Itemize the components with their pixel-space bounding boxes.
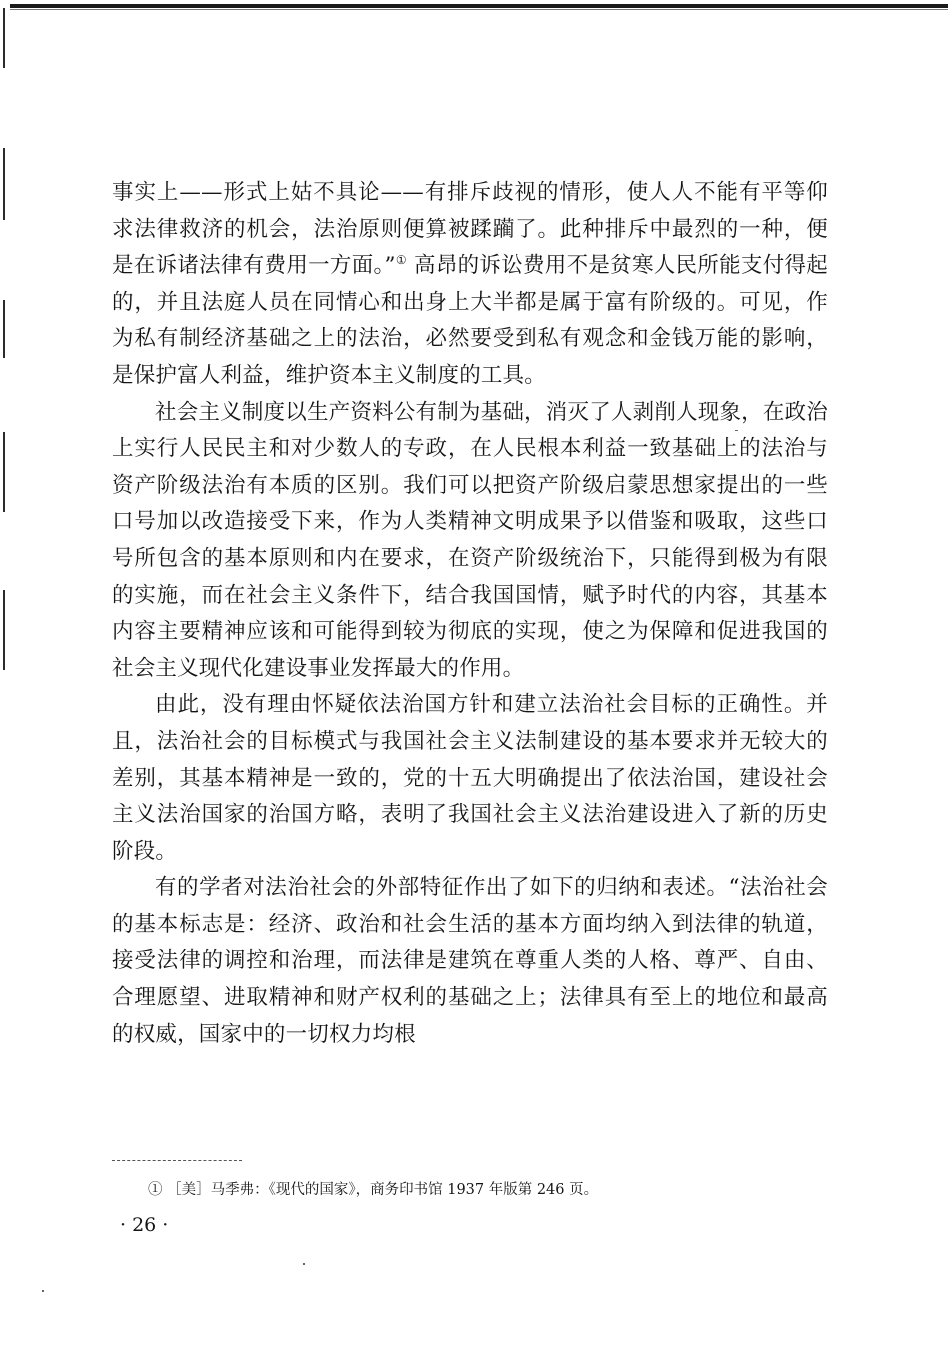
paragraph-1 <box>112 175 828 395</box>
top-border-rule <box>10 4 948 8</box>
left-edge-mark <box>3 590 5 670</box>
page-number: · 26 · <box>120 1214 169 1236</box>
footnote-separator <box>112 1160 242 1161</box>
paragraph-text: 高昂的诉讼费用不是贫寒人民所能支付得起的，并且法庭人员在同情心和出身上大半都是属于富有阶级的。可见，作为私有制经济基础之上的法治，必然要受到私有观念和金钱万能的影响，是保护富人利益，维护资本主义制度的工具。 <box>112 253 828 388</box>
footnote-reference[interactable]: ① <box>395 253 407 268</box>
scan-speck <box>303 1263 305 1265</box>
left-edge-mark <box>3 8 5 68</box>
top-border-rule-thin <box>10 9 948 10</box>
left-edge-mark <box>3 432 5 512</box>
paragraph-2: 社会主义制度以生产资料公有制为基础，消灭了人剥削人现象，在政治上实行人民民主和对少数人的专政，在人民根本利益一致基础上的法治与资产阶级法治有本质的区别。我们可以把资产阶级启蒙思想家提出的一些口号加以改造接受下来，作为人类精神文明成果予以借鉴和吸取，这些口号所包含的基本原则和内在要求，在资产阶级统治下，只能得到极为有限的实施，而在社会主义条件下，结合我国国情，赋予时代的内容，其基本内容主要精神应该和可能得到较为彻底的实现，使之为保障和促进我国的社会主义现代化建设事业发挥最大的作用。 <box>112 399 828 681</box>
body-text <box>112 175 828 1053</box>
scan-speck <box>735 430 738 431</box>
scan-speck <box>42 1290 44 1292</box>
left-edge-mark <box>3 148 5 220</box>
paragraph-text: 事实上——形式上姑不具论——有排斥歧视的情形，使人人不能有平等仰求法律救济的机会，法治原则便算被蹂躏了。此种排斥中最烈的一种，便是在诉诸法律有费用一方面。” <box>112 180 828 279</box>
paragraph-3: 由此，没有理由怀疑依法治国方针和建立法治社会目标的正确性。并且，法治社会的目标模式与我国社会主义法制建设的基本要求并无较大的差别，其基本精神是一致的，党的十五大明确提出了依法治国，建设社会主义法治国家的治国方略，表明了我国社会主义法治建设进入了新的历史阶段。 <box>112 692 828 864</box>
paragraph-4: 有的学者对法治社会的外部特征作出了如下的归纳和表述。“法治社会的基本标志是：经济、政治和社会生活的基本方面均纳入到法律的轨道，接受法律的调控和治理，而法律是建筑在尊重人类的人格、尊严、自由、合理愿望、进取精神和财产权利的基础之上；法律具有至上的地位和最高的权威，国家中的一切权力均根 <box>112 875 828 1047</box>
left-edge-mark <box>3 300 5 358</box>
footnote-marker: ① <box>148 1182 163 1198</box>
footnote <box>148 1180 828 1200</box>
footnote-text: ［美］马季弗：《现代的国家》，商务印书馆 1937 年版第 246 页。 <box>167 1182 599 1198</box>
